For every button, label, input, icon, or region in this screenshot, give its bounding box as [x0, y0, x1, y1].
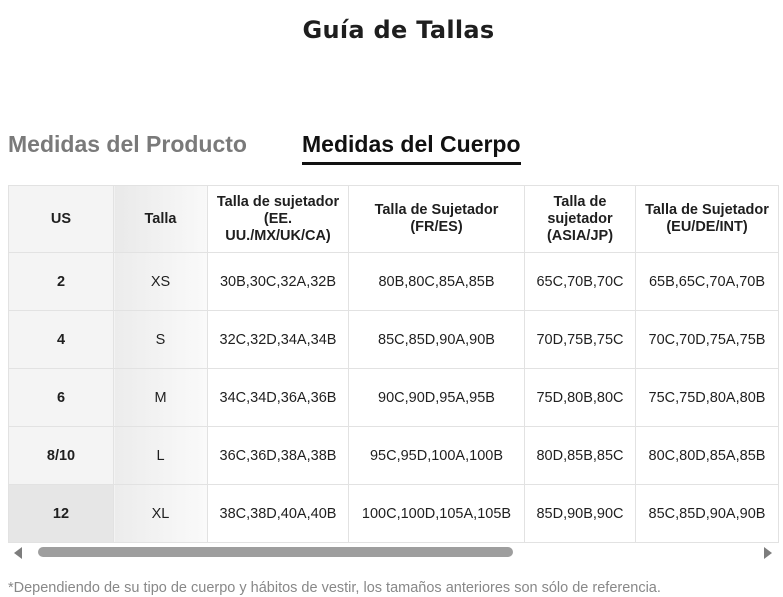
cell-bra-asia: 65C,70B,70C — [525, 253, 636, 311]
tab-body-measurements[interactable]: Medidas del Cuerpo — [302, 131, 521, 165]
cell-bra-fr: 85C,85D,90A,90B — [349, 311, 525, 369]
header-talla: Talla — [114, 186, 208, 253]
header-bra-asia: Talla de sujetador (ASIA/JP) — [525, 186, 636, 253]
cell-talla: M — [114, 369, 208, 427]
cell-bra-asia: 75D,80B,80C — [525, 369, 636, 427]
cell-bra-asia: 85D,90B,90C — [525, 485, 636, 543]
cell-talla: XS — [114, 253, 208, 311]
horizontal-scrollbar[interactable] — [8, 543, 783, 561]
scrollbar-thumb[interactable] — [38, 547, 513, 557]
table-row — [9, 427, 779, 485]
tab-product-measurements[interactable]: Medidas del Producto — [8, 131, 247, 157]
page-title: Guía de Tallas — [302, 16, 495, 44]
cell-bra-eu: 70C,70D,75A,75B — [636, 311, 779, 369]
cell-bra-eu: 85C,85D,90A,90B — [636, 485, 779, 543]
cell-bra-asia: 70D,75B,75C — [525, 311, 636, 369]
triangle-right-icon[interactable] — [764, 547, 772, 559]
cell-bra-us: 34C,34D,36A,36B — [208, 369, 349, 427]
cell-us: 12 — [9, 485, 114, 543]
cell-talla: S — [114, 311, 208, 369]
table-row — [9, 485, 779, 543]
table-row — [9, 253, 779, 311]
cell-us: 4 — [9, 311, 114, 369]
header-bra-us: Talla de sujetador (EE. UU./MX/UK/CA) — [208, 186, 349, 253]
cell-bra-us: 36C,36D,38A,38B — [208, 427, 349, 485]
cell-bra-fr: 80B,80C,85A,85B — [349, 253, 525, 311]
cell-bra-us: 38C,38D,40A,40B — [208, 485, 349, 543]
cell-bra-eu: 80C,80D,85A,85B — [636, 427, 779, 485]
header-bra-fr: Talla de Sujetador (FR/ES) — [349, 186, 525, 253]
footnote: *Dependiendo de su tipo de cuerpo y hábitos de vestir, los tamaños anteriores son sólo de referencia. — [8, 580, 661, 596]
cell-bra-fr: 95C,95D,100A,100B — [349, 427, 525, 485]
cell-us: 2 — [9, 253, 114, 311]
cell-bra-fr: 100C,100D,105A,105B — [349, 485, 525, 543]
cell-bra-us: 30B,30C,32A,32B — [208, 253, 349, 311]
cell-us: 8/10 — [9, 427, 114, 485]
table-row — [9, 311, 779, 369]
triangle-left-icon[interactable] — [14, 547, 22, 559]
cell-bra-us: 32C,32D,34A,34B — [208, 311, 349, 369]
header-us: US — [9, 186, 114, 253]
size-table-container — [8, 185, 783, 545]
cell-us: 6 — [9, 369, 114, 427]
header-bra-eu: Talla de Sujetador (EU/DE/INT) — [636, 186, 779, 253]
cell-talla: XL — [114, 485, 208, 543]
cell-bra-asia: 80D,85B,85C — [525, 427, 636, 485]
cell-bra-eu: 65B,65C,70A,70B — [636, 253, 779, 311]
table-header-row — [9, 186, 779, 253]
size-table — [8, 185, 779, 543]
cell-bra-fr: 90C,90D,95A,95B — [349, 369, 525, 427]
cell-talla: L — [114, 427, 208, 485]
cell-bra-eu: 75C,75D,80A,80B — [636, 369, 779, 427]
table-row — [9, 369, 779, 427]
